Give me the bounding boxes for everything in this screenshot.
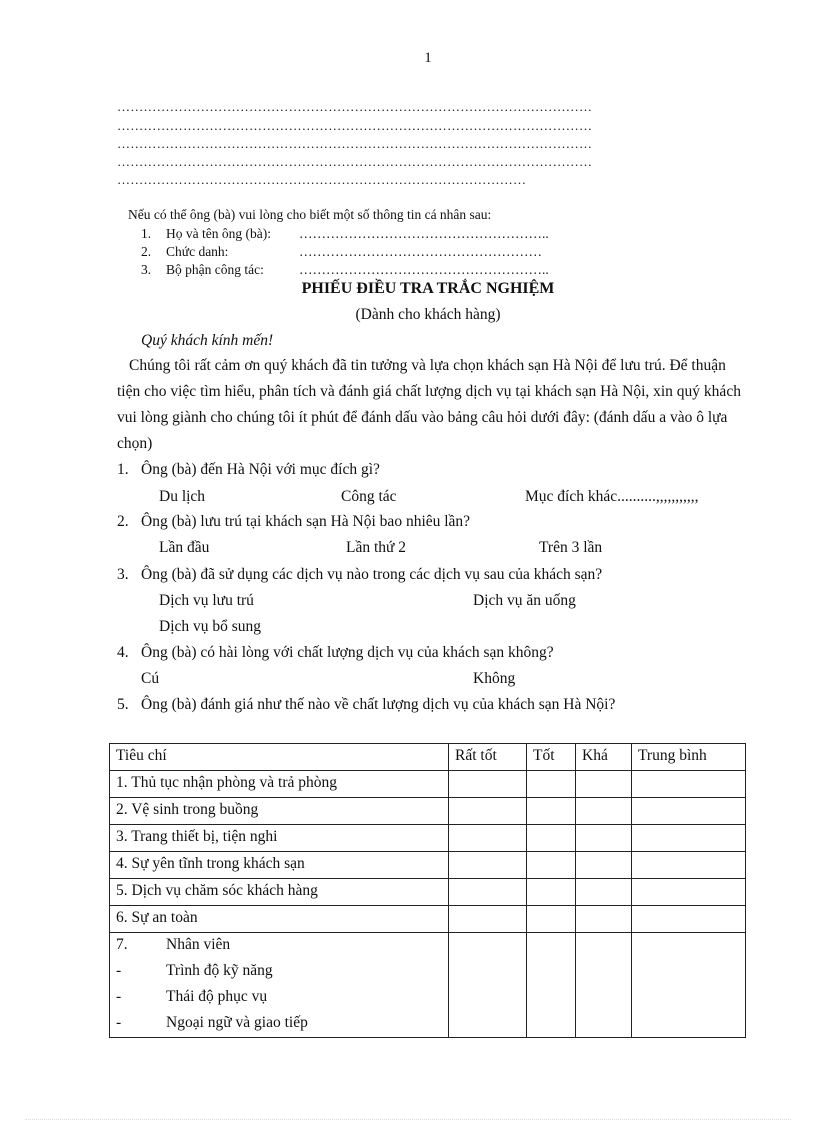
criterion-label: 1. Thủ tục nhận phòng và trả phòng	[110, 771, 449, 798]
page-bottom-divider	[25, 1119, 791, 1120]
staff-subitem	[116, 1011, 442, 1037]
header-tot: Tốt	[527, 744, 576, 771]
question-text: Ông (bà) đánh giá như thế nào về chất lượng dịch vụ của khách sạn Hà Nội?	[141, 696, 616, 713]
criteria-table	[109, 743, 746, 1038]
info-item-label: Họ và tên ông (bà):	[166, 226, 271, 241]
criterion-label-staff	[110, 933, 449, 1038]
info-item-dots: ………………………………………………..	[299, 226, 549, 241]
staff-subitem	[116, 985, 442, 1011]
rating-cell[interactable]	[632, 906, 746, 933]
header-tieu-chi: Tiêu chí	[110, 744, 449, 771]
rating-cell[interactable]	[576, 825, 632, 852]
survey-subtitle: (Dành cho khách hàng)	[355, 306, 501, 323]
rating-cell[interactable]	[576, 852, 632, 879]
rating-cell[interactable]	[527, 771, 576, 798]
criterion-label: 2. Vệ sinh trong buồng	[110, 798, 449, 825]
table-row	[110, 879, 746, 906]
criterion-label: 3. Trang thiết bị, tiện nghi	[110, 825, 449, 852]
header-trung-binh: Trung bình	[632, 744, 746, 771]
rating-cell[interactable]	[527, 879, 576, 906]
subitem-text: Ngoại ngữ và giao tiếp	[166, 1014, 308, 1031]
question-number: 1.	[117, 461, 129, 478]
option-lan-dau[interactable]: Lần đầu	[159, 539, 210, 556]
rating-cell[interactable]	[449, 825, 527, 852]
rating-cell[interactable]	[632, 879, 746, 906]
rating-cell[interactable]	[527, 825, 576, 852]
rating-cell[interactable]	[632, 771, 746, 798]
question-text: Ông (bà) đến Hà Nội với mục đích gì?	[141, 461, 380, 478]
rating-cell[interactable]	[449, 879, 527, 906]
rating-cell[interactable]	[527, 798, 576, 825]
dotted-line: …………………………………………………………………………………	[117, 172, 527, 187]
rating-cell[interactable]	[632, 825, 746, 852]
criterion-label: 6. Sự an toàn	[110, 906, 449, 933]
table-row	[110, 798, 746, 825]
rating-cell[interactable]	[632, 852, 746, 879]
dotted-line: ………………………………………………………………………………………………	[117, 99, 593, 114]
rating-cell[interactable]	[527, 933, 576, 1038]
rating-cell[interactable]	[449, 906, 527, 933]
option-an-uong[interactable]: Dịch vụ ăn uống	[473, 592, 576, 609]
table-row-staff	[110, 933, 746, 1038]
rating-cell[interactable]	[449, 933, 527, 1038]
option-luu-tru[interactable]: Dịch vụ lưu trú	[159, 592, 254, 609]
info-item-number: 3.	[141, 262, 152, 277]
rating-cell[interactable]	[449, 771, 527, 798]
header-rat-tot: Rất tốt	[449, 744, 527, 771]
personal-info-intro: Nếu có thể ông (bà) vui lòng cho biết một số thông tin cá nhân sau:	[128, 207, 492, 222]
info-item-number: 1.	[141, 226, 152, 241]
question-number: 4.	[117, 644, 129, 661]
staff-subitem	[116, 959, 442, 985]
question-text: Ông (bà) lưu trú tại khách sạn Hà Nội bao nhiêu lần?	[141, 513, 471, 530]
subitem-text: Thái độ phục vụ	[166, 988, 268, 1005]
criterion-label: 4. Sự yên tĩnh trong khách sạn	[110, 852, 449, 879]
staff-number: 7.	[116, 936, 128, 953]
info-item-label: Chức danh:	[166, 244, 229, 259]
rating-cell[interactable]	[632, 798, 746, 825]
question-number: 2.	[117, 513, 129, 530]
info-item-label: Bộ phận công tác:	[166, 262, 264, 277]
rating-cell[interactable]	[576, 879, 632, 906]
greeting: Quý khách kính mến!	[141, 332, 274, 349]
staff-title: Nhân viên	[166, 936, 231, 953]
rating-cell[interactable]	[449, 798, 527, 825]
question-number: 5.	[117, 696, 129, 713]
option-bo-sung[interactable]: Dịch vụ bổ sung	[159, 618, 262, 635]
option-muc-dich-khac[interactable]: Mục đích khác..........,,,,,,,,,,,	[525, 488, 699, 505]
staff-heading	[116, 933, 442, 959]
table-header-row	[110, 744, 746, 771]
question-text: Ông (bà) có hài lòng với chất lượng dịch vụ của khách sạn không?	[141, 644, 554, 661]
rating-cell[interactable]	[632, 933, 746, 1038]
rating-cell[interactable]	[576, 798, 632, 825]
option-co[interactable]: Cú	[141, 670, 160, 687]
subitem-dash: -	[116, 962, 122, 979]
rating-cell[interactable]	[527, 852, 576, 879]
option-cong-tac[interactable]: Công tác	[341, 488, 397, 505]
rating-cell[interactable]	[527, 906, 576, 933]
option-du-lich[interactable]: Du lịch	[159, 488, 206, 505]
survey-title: PHIẾU ĐIỀU TRA TRẮC NGHIỆM	[301, 280, 555, 297]
header-kha: Khá	[576, 744, 632, 771]
option-lan-thu-2[interactable]: Lần thứ 2	[346, 539, 407, 556]
rating-cell[interactable]	[576, 933, 632, 1038]
subitem-text: Trình độ kỹ năng	[166, 962, 273, 979]
subitem-dash: -	[116, 988, 122, 1005]
intro-paragraph: Chúng tôi rất cảm ơn quý khách đã tin tưởng và lựa chọn khách sạn Hà Nội để lưu trú. Để thuận tiện cho việc tìm hiểu, phân tích và đánh giá chất lượng dịch vụ tại khách sạn Hà Nội, xin quý khách vui lòng giành cho chúng tôi ít phút để đánh dấu vào bảng câu hỏi dưới đây: (đánh dấu a vào ô lựa chọn)	[117, 357, 741, 452]
info-item-dots: ………………………………………………	[299, 244, 542, 259]
info-item-number: 2.	[141, 244, 152, 259]
rating-cell[interactable]	[576, 906, 632, 933]
table-row	[110, 771, 746, 798]
dotted-line: ………………………………………………………………………………………………	[117, 118, 593, 133]
question-text: Ông (bà) đã sử dụng các dịch vụ nào trong các dịch vụ sau của khách sạn?	[141, 566, 603, 583]
option-tren-3-lan[interactable]: Trên 3 lần	[539, 539, 603, 556]
rating-cell[interactable]	[449, 852, 527, 879]
table-row	[110, 852, 746, 879]
dotted-line: ………………………………………………………………………………………………	[117, 154, 593, 169]
info-item-dots: ………………………………………………..	[299, 262, 549, 277]
table-row	[110, 825, 746, 852]
table-row	[110, 906, 746, 933]
question-number: 3.	[117, 566, 129, 583]
page-number: 1	[424, 50, 432, 66]
option-khong[interactable]: Không	[473, 670, 516, 687]
dotted-line: ………………………………………………………………………………………………	[117, 136, 593, 151]
criterion-label: 5. Dịch vụ chăm sóc khách hàng	[110, 879, 449, 906]
subitem-dash: -	[116, 1014, 122, 1031]
rating-cell[interactable]	[576, 771, 632, 798]
